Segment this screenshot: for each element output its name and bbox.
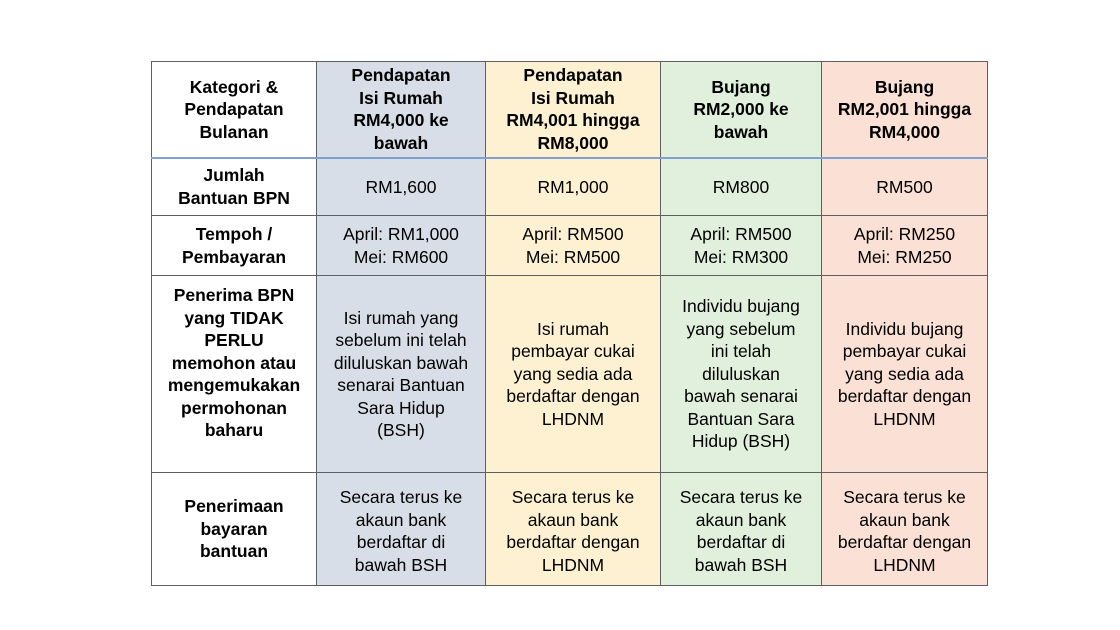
cell-text-line: Bujang <box>874 76 935 97</box>
cell-text-line: pembayar cukai <box>511 341 635 362</box>
row-payment-receipt <box>152 473 988 586</box>
row-no-application-needed <box>152 276 988 473</box>
cell-text-line: Mei: RM600 <box>353 246 449 267</box>
cell-text-line: sebelum ini telah <box>335 330 467 350</box>
cell-text-line: berdaftar dengan <box>837 386 972 407</box>
bpn-aid-table <box>151 61 988 586</box>
row-label-no-application-needed <box>152 276 317 473</box>
row-label-payment-period <box>152 216 317 276</box>
cell-text-line: Mei: RM250 <box>857 246 952 267</box>
cell-eligible-single-mid <box>822 276 988 473</box>
header-household-4001-8000 <box>486 62 661 158</box>
cell-receipt-single-mid <box>822 473 988 586</box>
cell-text-line: permohonan <box>181 397 287 418</box>
cell-text-line: bawah BSH <box>694 554 788 575</box>
cell-text-line: RM4,000 ke <box>353 110 449 131</box>
cell-text-line: Secara terus ke <box>511 487 635 507</box>
cell-text-line: April: RM500 <box>522 224 624 244</box>
cell-text-line: RM500 <box>876 176 933 197</box>
cell-text-line: berdaftar dengan <box>837 532 972 552</box>
cell-text-line: yang sedia ada <box>845 363 964 384</box>
cell-eligible-household-mid <box>486 276 661 473</box>
cell-text-line: Bantuan BPN <box>178 187 290 208</box>
cell-text-line: memohon atau <box>171 352 297 373</box>
cell-period-household-low <box>317 216 486 276</box>
cell-text-line: Pendapatan <box>523 65 623 86</box>
cell-text-line: senarai Bantuan <box>337 375 465 395</box>
cell-text-line: Isi Rumah <box>359 87 443 108</box>
cell-text-line: Jumlah <box>203 165 265 186</box>
cell-text-line: Kategori & <box>189 76 279 97</box>
row-aid-amount <box>152 158 988 216</box>
cell-text-line: Sara Hidup <box>357 397 445 418</box>
cell-text-line: berdaftar di <box>696 532 786 552</box>
cell-text-line: Isi Rumah <box>531 87 615 108</box>
cell-text-line: RM1,000 <box>537 176 609 197</box>
row-payment-period <box>152 216 988 276</box>
cell-text-line: baharu <box>204 420 264 440</box>
header-single-under-2000 <box>661 62 822 158</box>
cell-text-line: LHDNM <box>873 408 936 429</box>
cell-text-line: RM2,000 ke <box>693 99 789 119</box>
cell-text-line: bawah senarai <box>684 386 798 407</box>
cell-text-line: Bujang <box>711 76 771 97</box>
cell-text-line: mengemukakan <box>167 375 301 395</box>
cell-text-line: Pendapatan <box>351 65 451 86</box>
cell-text-line: Secara terus ke <box>339 487 463 507</box>
header-household-under-4000 <box>317 62 486 158</box>
cell-text-line: Penerima BPN <box>173 285 295 305</box>
cell-text-line: Mei: RM500 <box>525 246 621 267</box>
cell-text-line: RM800 <box>712 176 770 197</box>
cell-text-line: yang sedia ada <box>513 363 633 384</box>
cell-text-line: RM2,001 hingga <box>837 99 972 119</box>
cell-text-line: April: RM1,000 <box>343 224 459 244</box>
cell-text-line: bantuan <box>199 541 269 562</box>
cell-text-line: yang TIDAK <box>184 307 284 328</box>
cell-text-line: RM4,001 hingga <box>506 110 640 131</box>
cell-text-line: LHDNM <box>541 554 605 575</box>
cell-text-line: Mei: RM300 <box>693 246 789 267</box>
cell-text-line: Pembayaran <box>181 246 287 267</box>
table-header-row <box>152 62 988 158</box>
cell-text-line: yang sebelum <box>686 318 796 339</box>
cell-text-line: berdaftar dengan <box>506 386 640 407</box>
cell-text-line: RM8,000 <box>537 132 609 153</box>
cell-text-line: berdaftar dengan <box>506 532 640 552</box>
cell-text-line: Secara terus ke <box>679 487 803 507</box>
cell-text-line: April: RM500 <box>690 224 792 244</box>
cell-text-line: Individu bujang <box>845 318 964 339</box>
cell-text-line: Hidup (BSH) <box>691 431 791 452</box>
cell-text-line: bawah BSH <box>354 554 448 575</box>
cell-text-line: bawah <box>713 121 769 142</box>
cell-period-single-mid <box>822 216 988 276</box>
cell-text-line: (BSH) <box>377 420 425 440</box>
cell-text-line: Individu bujang <box>682 296 800 317</box>
header-single-2001-4000 <box>822 62 988 158</box>
cell-text-line: PERLU <box>204 330 264 350</box>
cell-text-line: akaun bank <box>527 509 619 530</box>
cell-text-line: Isi rumah yang <box>343 307 459 328</box>
cell-text-line: akaun bank <box>859 509 950 530</box>
cell-text-line: pembayar cukai <box>842 341 967 362</box>
cell-text-line: Tempoh / <box>195 224 273 244</box>
header-corner-cell <box>152 62 317 158</box>
cell-receipt-single-low <box>661 473 822 586</box>
cell-text-line: Penerimaan <box>184 496 284 517</box>
cell-text-line: Secara terus ke <box>843 487 966 507</box>
cell-text-line: akaun bank <box>695 509 787 530</box>
cell-text-line: diluluskan <box>702 363 780 384</box>
cell-text-line: April: RM250 <box>853 224 956 244</box>
cell-aid-amount-single-mid <box>822 158 988 216</box>
row-label-aid-amount <box>152 158 317 216</box>
cell-text-line: RM1,600 <box>365 176 437 197</box>
cell-text-line: berdaftar di <box>356 532 446 552</box>
cell-text-line: RM4,000 <box>868 121 940 142</box>
cell-period-household-mid <box>486 216 661 276</box>
row-label-payment-receipt <box>152 473 317 586</box>
cell-text-line: LHDNM <box>873 554 936 575</box>
cell-eligible-household-low <box>317 276 486 473</box>
cell-aid-amount-single-low <box>661 158 822 216</box>
cell-text-line: bawah <box>373 132 429 153</box>
cell-text-line: Isi rumah <box>537 318 609 339</box>
cell-text-line: diluluskan bawah <box>333 352 469 373</box>
cell-text-line: Bulanan <box>199 121 269 142</box>
cell-aid-amount-household-low <box>317 158 486 216</box>
cell-receipt-household-mid <box>486 473 661 586</box>
cell-text-line: Bantuan Sara <box>687 408 795 429</box>
cell-text-line: LHDNM <box>541 408 605 429</box>
cell-text-line: ini telah <box>710 341 772 362</box>
cell-aid-amount-household-mid <box>486 158 661 216</box>
cell-text-line: bayaran <box>200 518 268 539</box>
cell-eligible-single-low <box>661 276 822 473</box>
cell-period-single-low <box>661 216 822 276</box>
cell-text-line: Pendapatan <box>184 99 284 119</box>
cell-text-line: akaun bank <box>355 509 447 530</box>
cell-receipt-household-low <box>317 473 486 586</box>
